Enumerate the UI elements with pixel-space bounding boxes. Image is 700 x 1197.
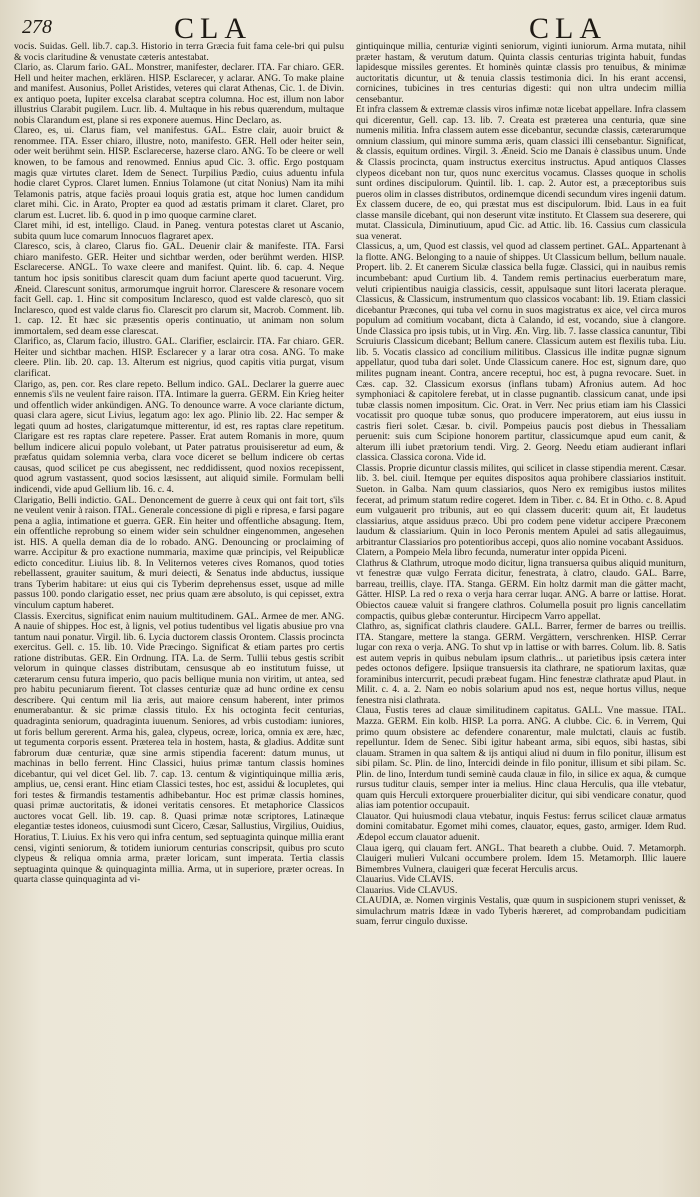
running-head-left: CLA [174,12,252,45]
dictionary-entry: Et infra classem & extremæ classis viros infimæ notæ licebat appellare. Infra classem qui dicerentur, Gell. cap. 13. lib. 7. Creata est præterea una centuria, quæ sine numenis militia. Infra classem autem esse dicebantur, secundæ classis, cæterarumque omnium classium, qui minore summa æris, quam classici illi censebantur. Significat, & classis, equitum ordines. Virgil. 3. Æneid. Scio me Danais è classibus unum. Unde & Classis procincta, quam instructus exercitus instructus. Apud antiquos Classes clypeos dicebant non tur, quos nunc exercitus vocamus. Classes quoque in scholis sunt ordines discipulorum. Quintil. lib. 1. cap. 2. Autor est, a præceptoribus suis pueros olim in classes distributos, ordinemque dicendi secundum vires ingenii datum. Ex classem ducere, de eo, qui præstat mus est discipulorum. Ibid. Laus in ea fuit classe mansile dicebant, qui non deserunt vitæ instituto. Et Classem sua deserere, qui mutat. Classicula, Diminutiuum, apud Cic. ad Attic. lib. 16. Cassius cum classicula sua venerat. [356,104,686,242]
dictionary-entry: Claua, Fustis teres ad clauæ similitudinem capitatus. GALL. Vne massue. ITAL. Mazza. GERM. Ein kolb. HISP. La porra. ANG. A clubbe. Cic. 6. in Verrem, Qui primo quum obsistere ac defendere conarentur, male mulctati, clauis ac fustib. repelluntur. Idem de Senec. Sibi igitur habeant arma, sibi equos, sibi hastas, sibi clauam. Stramen in qua saltem & ijs antiqui aliud ni duum in filo ponitur, illisum est sibi pilam. Sc. Plin. de lino, Intercidi deinde in filo ponitur, illisum et sibi pilam. Sc. Plin. de lino, Interdum tundi seminè cauda clauæ in filo, in silice ex aqua, & cumque rursus tuditur clauis, semper inter ia melius. Hinc claua Herculis, qua ille vtebatur, quam quis Herculi extorquere prouerbialiter dicitur, qui sibi vendicare conatur, quod alias iam potentior occupauit. [356,705,686,812]
dictionary-entry: Classis. Exercitus, significat enim nauium multitudinem. GAL. Armee de mer. ANG. A nauie of shippes. Hoc est, à lignis, vel potius tudentibus vel ligatis abusiue pro vna tantum naui ponatur. Virgil. lib. 6. Lycia ductorem classis Orontem. Classis procincta exercitus. Gell. c. 15. lib. 10. Vide Præcingo. Significat & etiam partes pro certis ratione distributas. GER. Ein Ordnung. ITA. La. de Serm. Tullii tebus gestis scribit velorum in quinque classes distributam, censusque ab eo institutum fuisse, ut cæterarum censu futura imperio, quo pacis bellique munia non viritim, ut antea, sed pro habitu pecuniarum fierent. Tot classes centuriæ quæ ad hunc ordine ex censu describere. Qui centum mil lia æris, aut maiore censum haberent, inter primos enumerabantur. & sic primæ classis titulo. Ex his octoginta fecit centurias, quadraginta seniorum, quadraginta iuuenum. Seniores, ad vrbis custodiam: iuniores, ut foris bellum gererent. Arma his, galea, clypeus, ocreæ, lorica, omnia ex ære, hæc, ut tegumenta corporis essent. Præterea tela in hostem, hasta, & gladius. Additæ sunt fabrorum duæ centuriæ, quæ sine armis stipendia facerent: datum munus, ut machinas in bello ferrent. Hinc Classici, huius primæ tantum classis homines dicebantur, qui vel dicet Gel. lib. 7. cap. 13. centum & vigintiquinque millia æris, amplius, ue, censi erant. Hinc etiam Classici testes, hoc est, assidui & locupletes, qui fori testes & firmandis testamentis adhibebantur. Hoc est primæ classis homines, quasi primæ auctoritatis, & idonei veritatis censores. Et metaphorice Classicos auctores vocat Gell. lib. 19. cap. 8. Quasi primæ notæ scriptores, Latinæque elegantiæ testes idoneos, cuiusmodi sunt Cicero, Cæsar, Sallustius, Virgilius, Ouidius, Horatius, T. Liuius. Ex his vero qui infra centum, sed septuaginta quinque millia erant censi, viginti seniorum, & totidem iuniorum centurias conscripsit, quibus pro scuto clypeus & reliqua omnia arma, præter loricam, sunt imperata. Tertia classis septuaginta quinque & quinquaginta millia. Arma, ut in superiore, præter ocreas. In quarta classe quinquaginta ad vi- [14,610,344,886]
dictionary-entry: Classis. Proprie dicuntur classis milites, qui scilicet in classe stipendia merent. Cæsar. lib. 3. bel. ciuil. Itemque per equites dispositos aqua prohibere classiarios instituit. Sueton. in Galba. Nam quum classiarios, quos Nero ex remigibus iustos milites fecerat, ad primum statum redire cogeret. Idem in Tiber. c. 84. Et in Otho. c. 8. Apud eum vulgauerit pro tribunis, aut eo qui classem ducerit: quum ait, Et laudetus classiarius, atque assiduus præco. Ubi pro codem pene videtur accipere Præconem laudum & classiarium. Quin in loco Peronis mentem Apulei ad satis allegauimus, arbitrantur Classiarios pro potentioribus accepi, quos alio nomine vocabant Assiduos. [356,462,686,548]
text-columns [14,42,686,1192]
dictionary-entry: gintiquinque millia, centuriæ viginti seniorum, viginti iuniorum. Arma mutata, nihil præter hastam, & verutum datum. Quinta classis centurias triginta habuit, fundas lapidesque missiles gerentes. Et hominès quintæ classis pro tenuibus, & minimæ auctoritatis dicuntur, ut & tenuia classis testimonia dici. In his erant accensi, cornicines, tubicines in tres centurias digesti: qui non ultra undecim millia censebantur. [356,42,686,105]
dictionary-entry: Classicus, a, um, Quod est classis, vel quod ad classem pertinet. GAL. Appartenant à la flotte. ANG. Belonging to a nauie of shippes. Ut Classicum bellum, bellum nauale. Propert. lib. 2. Et canerem Siculæ classica bella fugæ. Classici, qui in nauibus remis incumbebant: apud Curtium lib. 4. Tandem remis pertinacius euerberatum mare, veluti cripientibus nauigia classicis, cessit, appulsaque sunt litori lacerata pleraque. Classicus, & Classicum, instrumentum quo classicos vocabant: lib. 19. Etiam classici dicebantur Præcones, qui tuba vel cornu in suos magistratus ex aice, vel circa muros populum ad comitium vocabant, dicta à Calando, id est, vocando, siue à clangore. Unde Classica pro ipsis tubis, ut in Virg. Æn. Virg. lib. 7. Iasse classica canuntur, Tibi Scruiuris Classicum dicebant; Bellum canere. Classicum autem est flexilis tuba. Liu. lib. 5. Vocatis classico ad concilium militibus. Classicus ille inditæ pugnæ signum appellatur, quod tuba dari solet. Unde Classicum canere. Hoc est, signum dare, quo milites pugnam ineant. Contra, ancere receptui, hoc est, à pugna revocare. Suet. in Cæs. cap. 32. Classicum exorsus (inflans tubam) Afronius autem. Ad hoc symphoniaci & capitolere ferebat, ut in classe pugnantib. classicum canat, unde ipsi tubæ classis nomen impositum. Cic. Orat. in Verr. Nec prius etiam iam his Classici vocatissit pro quoque tubæ sonus, quo producere imperatorem, aut eius iussu in castris fieri solet. Cæsar. b. civil. Pompeius paucis post diebus in Thessaliam peruenit: suis cum Scipione honorem partitur, classicumque apud eum canit, & alterum illi iubet prætorium tendi. Virg. 2. Georg. Needu etiam audierant inflari classica. Classica corona. Vide id. [356,241,686,464]
dictionary-entry: Claua igerq, qui clauam fert. ANGL. That beareth a clubbe. Ouid. 7. Metamorph. Clauigeri mulieri Vulcani occumbere prolem. Idem 15. Metamorph. Illic lauere Bimembres Vulnera, clauigeri quæ fecerat Herculis arcus. [356,842,686,875]
dictionary-entry: Clathro, as, significat clathris claudere. GALL. Barrer, fermer de barres ou treillis. ITA. Stangare, mettere la stanga. GERM. Vergättern, verschrenken. HISP. Cerrar lugar con rexa o verja. ANG. To shut vp in lattise or with barres. Colum. lib. 8. Satis est autem vepris in quibus nebulam ipsum clathris... ut parietibus ipsis cætera inter pedes octonos defigere. Ipsiique transuersis ita clathrare, ne spatiorum laxitas, quæ foraminibus intercurrit, pecudi præbeat fugam. Hinc fenestræ clathratæ apud Plaut. in Milit. c. 4. a. 2. Nam eo nobis solarium apud nos est, neque hortus villus, neque fenestra nisi clathrata. [356,621,686,706]
dictionary-entry: CLAUDIA, æ. Nomen virginis Vestalis, quæ quum in suspicionem stupri venisset, & simulachrum matris Idææ in vado Tyberis hæreret, ad comprobandam pudicitiam suam, ferrur cingulo duxisse. [356,895,686,928]
running-head-right: CLA [529,12,607,45]
dictionary-entry: vocis. Suidas. Gell. lib.7. cap.3. Historio in terra Græcia fuit fama cele-bri qui pulsu & vocis claritudine & venustate cæteris antestabat. [14,42,344,63]
dictionary-entry: Clauarius. Vide CLAVIS. [356,874,454,886]
dictionary-entry: Clareo, es, ui. Clarus fiam, vel manifestus. GAL. Estre clair, auoir bruict & renommee. ITA. Esser chiaro, illustre, noto, manifesto. GER. Hell oder heiter sein, oder weit berühmt sein. HISP. Esclarecerse, hazerse claro. ANG. To be cleere or well knowen, to be famous and renowmed. Ennius apud Cic. 3. offic. Ergo postquam magis quæ virtutes claret. Idem de Senect. Turpilius Pædio, cuius aduentu infula hodie claret Cypros. Claret lumen. Ennius Tolamone (ut citat Nonius) Nam ita mihi Telamonis patris, atque faciès proaui loquis gratia est, atque hoc lumen candidum claret mihi. Cic. in Arato, Propter ea quod ad æstatis primam it claret. Claret, pro clarum est. Lucret. lib. 6. quod in p imo quoque carmine claret. [14,125,344,221]
dictionary-entry: Clarifico, as, Clarum facio, illustro. GAL. Clarifier, esclaircir. ITA. Far chiaro. GER. Heiter und sichtbar machen. HISP. Esclarecer y a larar otra cosa. ANG. To make cleere. Plin. lib. 20. cap. 13. Alterum est nigrius, quod capitis vitia purgat, visum clarificat. [14,336,344,379]
dictionary-entry: Clarigatio, Belli indictio. GAL. Denoncement de guerre à ceux qui ont fait tort, s'ils ne veulent venir à raison. ITAL. Generale concessione di pigli e ripresa, e farsi pagare pena a aglia, intimatione et guerra. GER. Ein heiter und offentliche absagung. Item, ein offentliche reprobung so einem wider sein schuldner eingenommen, angesehen ist. HIS. A quella deman dia de lo robado. ANG. Denouncing or proclaiming of warre. Accipitur & pro exactione nummaria, maxime quæ principis, vel Reipublicæ edicto conceditur. Liuius lib. 8. In Veliternos veteres cives Romanos, quod toties rebellassent, grauiter sauitum, & muri deiecti, & Senatus inde abductus, iussique trans Tyberim habitare: ut eius qui cis Tyberim deprehensus esset, usque ad mille passus 100. pondo clarigatio esset, nec prius quam ære absoluto, is qui cepisset, extra vinculum captum haberet. [14,494,344,611]
dictionary-entry: Clathrus & Clathrum, utroque modo dicitur, ligna transuersa quibus aliquid muniturn, vt fenestræ quæ vulgo Ferrata dicitur, fenestrata, à clatro, claudo. GAL. Barre, barreau, treillis, claye. ITA. Stanga. GERM. Ein holtz darmit man die gätter macht, Gätter. HISP. La red o rexa o verja hara cerrar luqar. ANG. A barre or lattise. Horat. Obiectos caueæ valuit si frangere clathros. Columella posuit pro lignis cancellatim compactis, quibus glebæ conteruntur. Hircipecm Varro appellat. [356,557,686,622]
running-head [14,10,686,45]
dictionary-entry: Clatern, a Pompeio Mela libro fecunda, numeratur inter oppida Piceni. [356,547,627,559]
dictionary-entry: Clauator. Qui huiusmodi claua vtebatur, inquis Festus: ferrus scilicet clauæ armatus domini comitabatur. Egomet mihi comes, clauator, eques, gasto, armiger. Idem Rud. Ædepol eccum clauator aduenit. [356,810,686,844]
page-number: 278 [22,16,52,38]
dictionary-entry: Claret mihi, id est, intelligo. Claud. in Paneg. ventura potestas claret ut Ascanio, subita quum luce comarum Innocuos flagraret apex. [14,220,344,242]
left-column [14,42,344,1192]
dictionary-entry: Clarigo, as, pen. cor. Res clare repeto. Bellum indico. GAL. Declarer la guerre auec ennemis s'ils ne veulent faire raison. ITA. Intimare la guerra. GERM. Ein Krieg heiter und offentlich wider ankündigen. ANG. To denounce warre. A voce clariante dictum, quasi clara agere, sicut Livius, legatum ago: lex ago. Plinio lib. 22. Hac semper & legati quum ad hostes, clarigatumque mitterentur, id est, res raptas clare repetitum. Clarigare est res raptas clare repetere. Passer. Erat autem Romanis in more, quum bellum indicere alicui populo volebant, ut Pater patratus prouisiseretur ad eum, & præfatus quidam solemnia verba, clara voce diceret se bellum indicere ob certas causas, quod scilicet pe cus abegissent, nec reddidissent, quod noxios recepissent, quod agrum vastassent, quod socios læsissent, aut aliquid simile. Formulam belli indicendi, vide apud Gellium lib. 16. c. 4. [14,378,344,495]
dictionary-entry: Clauarius. Vide CLAVUS. [356,884,458,896]
dictionary-entry: Clario, as. Clarum fario. GAL. Monstrer, manifester, declarer. ITA. Far chiaro. GER. Hell und heiter machen, erklären. HISP. Esclarecer, y aclarar. ANG. To make plaine and manifest. Ausonius, Pollet Aristides, veteres qui clarat Athenas, Cic. 1. de Divin. ex antiquo poeta, Iupiter excelsa clarabat sceptra columna. Hoc est, illum non labor illustrius Clarabit pugilem. Lucr. lib. 4. Multaque in his rebus quærendum, multaque nobis Clarandum est, plane si res exponere auemus. Hinc Declaro, as. [14,62,344,126]
right-column [356,42,686,1192]
dictionary-entry: Claresco, scis, à clareo, Clarus fio. GAL. Deuenir clair & manifeste. ITA. Farsi chiaro manifesto. GER. Heiter und sichtbar werden, oder berühmt werden. HISP. Esclarecerse. ANGL. To waxe cleere and manifest. Quint. lib. 6. cap. 4. Neque tantum hoc ipsis sonitibus clarescit quam dum faciunt aperte quod tacuerunt. Virg. Æneid. Clarescunt sonitus, armorumque ingruit horror. Clarescere & resonare vocem facit Gell. cap. 1. Hinc sit compositum Inclaresco, quod est valde clarescò, quo sit Inclaresco, quod est valde clarus fio. Clarescit pro clarum sit, Macrob. Comment. lib. 1. cap. 12. Et hæc sic præsentis operis continuatio, ut animam non solum immortalem, sed deam esse clarescat. [14,241,344,337]
